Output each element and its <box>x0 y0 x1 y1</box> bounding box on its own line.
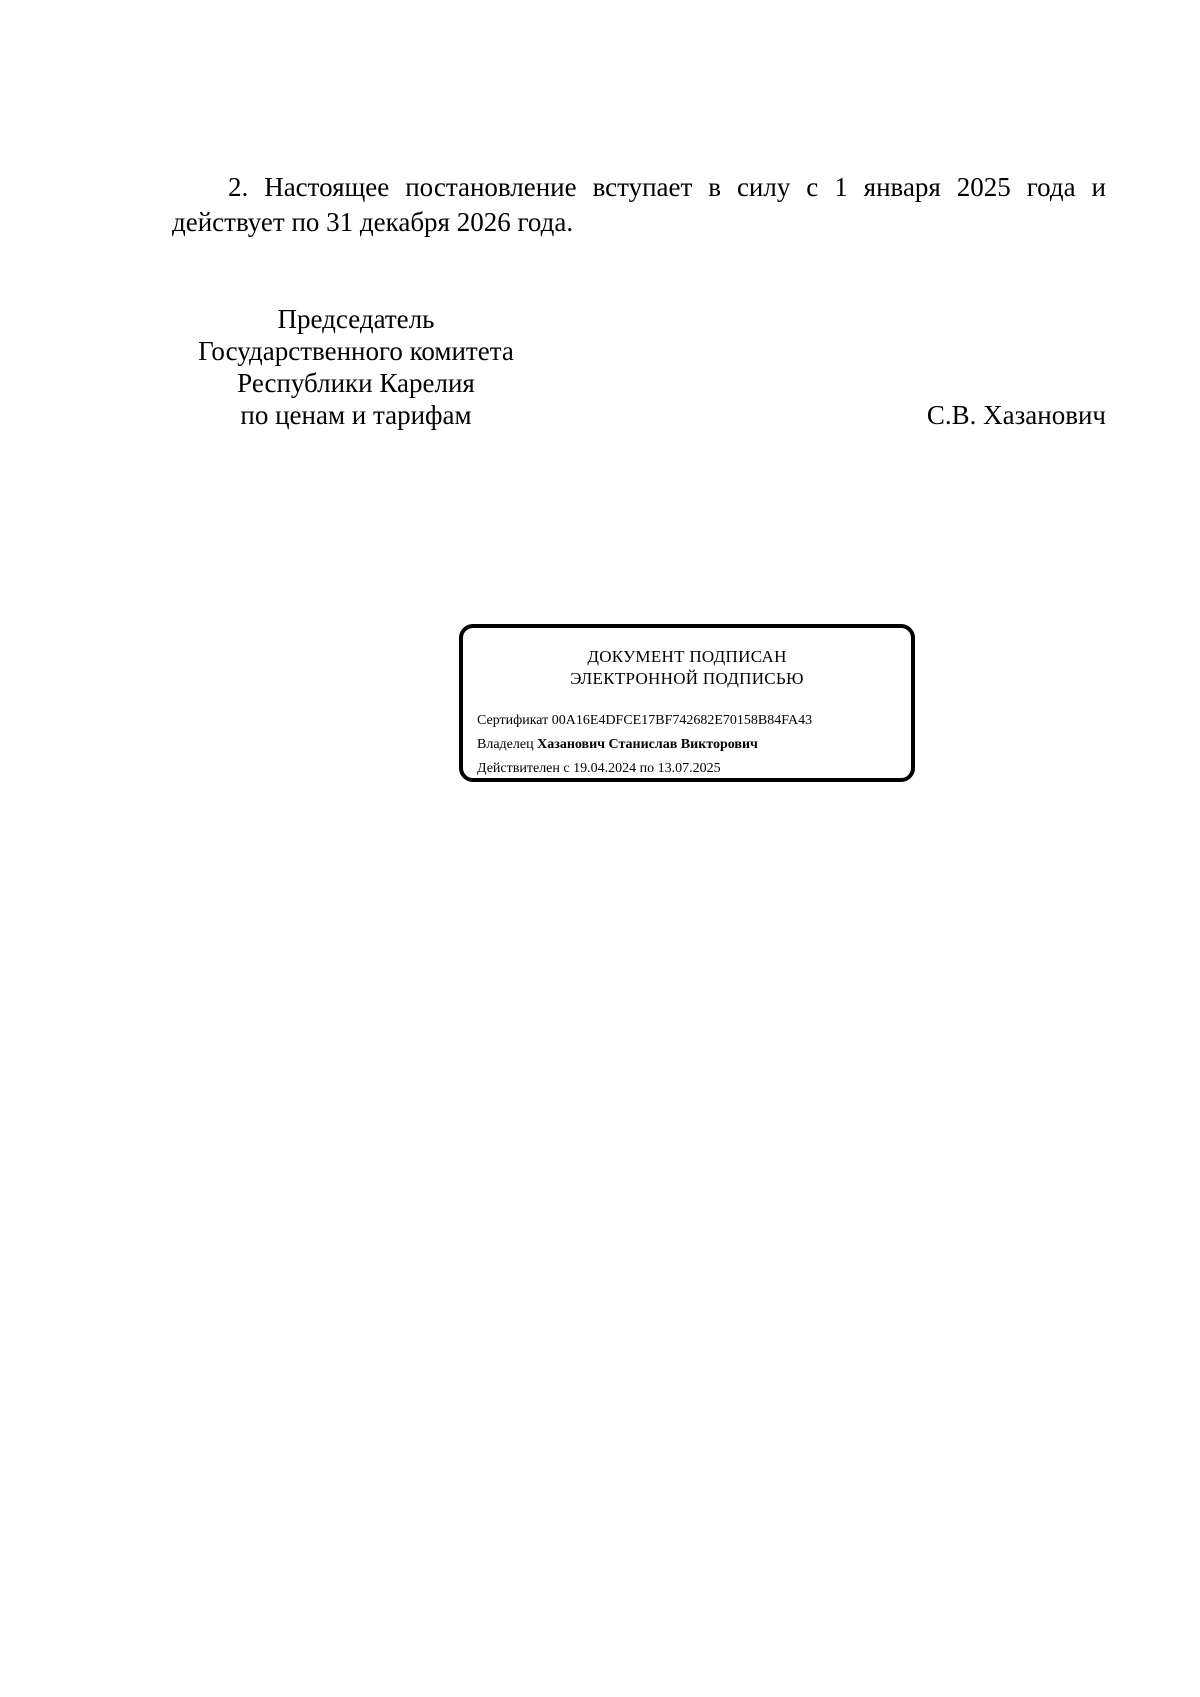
stamp-title-line: ДОКУМЕНТ ПОДПИСАН <box>587 647 787 666</box>
stamp-certificate-line <box>477 709 812 733</box>
signer-name: С.В. Хазанович <box>926 400 1106 430</box>
stamp-title <box>463 646 911 690</box>
stamp-details <box>477 709 812 781</box>
signer-position <box>172 303 540 431</box>
body-paragraph: 2. Настоящее постановление вступает в силу с 1 января 2025 года и действует по 31 декабря 2026 года. <box>172 172 1106 237</box>
certificate-label: Сертификат <box>477 713 549 728</box>
stamp-owner-line <box>477 733 812 757</box>
valid-to-date: 13.07.2025 <box>657 761 721 776</box>
signer-position-line: по ценам и тарифам <box>240 400 472 430</box>
owner-value: Хазанович Станислав Викторович <box>537 737 758 752</box>
stamp-title-line: ЭЛЕКТРОННОЙ ПОДПИСЬЮ <box>570 669 804 688</box>
signer-position-line: Государственного комитета <box>198 336 514 366</box>
owner-label: Владелец <box>477 737 534 752</box>
valid-to-label: по <box>639 761 655 776</box>
signer-position-line: Республики Карелия <box>237 368 475 398</box>
certificate-value: 00A16E4DFCE17BF742682E70158B84FA43 <box>551 713 813 728</box>
electronic-signature-stamp <box>459 624 915 782</box>
signer-position-line: Председатель <box>277 304 435 334</box>
stamp-validity-line <box>477 757 812 781</box>
valid-label: Действителен <box>477 761 560 776</box>
valid-from-label: с <box>563 761 570 776</box>
valid-from-date: 19.04.2024 <box>573 761 637 776</box>
